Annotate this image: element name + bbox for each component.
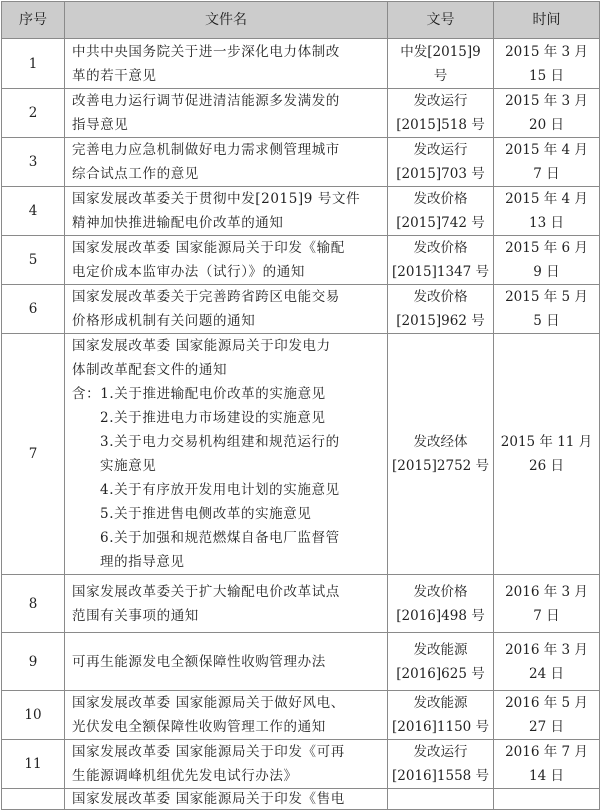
document-number — [388, 691, 494, 740]
document-title — [65, 236, 388, 285]
table-row — [2, 138, 600, 187]
issue-date-line: 7 日 — [533, 607, 560, 624]
table-row — [2, 691, 600, 740]
issue-date-line: 2016 年 5 月 — [505, 695, 588, 711]
header-doc: 文号 — [388, 2, 494, 39]
document-title-line: 实施意见 — [100, 458, 157, 474]
issue-date — [494, 789, 600, 810]
document-title-line: 范围有关事项的通知 — [72, 607, 199, 624]
row-number: 11 — [2, 740, 65, 789]
document-title — [65, 138, 388, 187]
table-row — [2, 334, 600, 575]
issue-date-line: 2015 年 4 月 — [505, 142, 588, 158]
issue-date-line: 9 日 — [533, 264, 560, 280]
document-number — [388, 236, 494, 285]
issue-date — [494, 89, 600, 138]
document-title-line: 国家发展改革委 国家能源局关于印发《输配 — [72, 240, 345, 256]
issue-date-line: 26 日 — [529, 458, 564, 474]
header-time: 时间 — [494, 2, 600, 39]
document-title-line: 含：1.关于推进输配电价改革的实施意见 — [72, 386, 326, 402]
document-number-line: [2015]742 号 — [396, 215, 485, 231]
document-number-line: 发改能源 — [413, 641, 468, 658]
row-number: 7 — [2, 334, 65, 575]
document-title-line: 国家发展改革委 国家能源局关于印发电力 — [72, 338, 331, 354]
issue-date — [494, 236, 600, 285]
issue-date — [494, 633, 600, 691]
issue-date-line: 7 日 — [533, 166, 560, 182]
header-row — [2, 2, 600, 39]
document-number — [388, 633, 494, 691]
row-number: 6 — [2, 285, 65, 334]
issue-date-line: 2016 年 3 月 — [505, 641, 588, 658]
issue-date-line: 13 日 — [529, 215, 564, 231]
row-number: 9 — [2, 633, 65, 691]
document-number-line: [2015]2752 号 — [392, 458, 489, 474]
document-title-line: 改善电力运行调节促进清洁能源多发满发的 — [72, 93, 340, 109]
issue-date — [494, 334, 600, 575]
issue-date — [494, 740, 600, 789]
issue-date-line: 20 日 — [529, 117, 564, 133]
table-row — [2, 740, 600, 789]
document-title — [65, 691, 388, 740]
header-num: 序号 — [2, 2, 65, 39]
header-name: 文件名 — [65, 2, 388, 39]
document-title-line: 指导意见 — [72, 117, 129, 133]
document-number-line: 发改价格 — [413, 240, 468, 256]
issue-date — [494, 691, 600, 740]
issue-date-line: 2015 年 11 月 — [500, 434, 593, 450]
issue-date — [494, 138, 600, 187]
document-number-line: 发改能源 — [413, 695, 468, 711]
document-title-line: 体制改革配套文件的通知 — [72, 362, 228, 378]
table-body — [2, 39, 600, 810]
document-number-line: [2016]1150 号 — [392, 719, 489, 735]
row-number: 8 — [2, 575, 65, 633]
issue-date-line: 2016 年 7 月 — [505, 744, 588, 760]
document-number — [388, 789, 494, 810]
document-title — [65, 39, 388, 89]
document-title-line: 6.关于加强和规范燃煤自备电厂监督管 — [100, 530, 340, 546]
document-title-line: 价格形成机制有关问题的通知 — [72, 313, 256, 329]
document-number — [388, 740, 494, 789]
document-number-line: [2016]625 号 — [396, 665, 485, 682]
document-number — [388, 334, 494, 575]
row-number: 4 — [2, 187, 65, 236]
issue-date-line: 2015 年 3 月 — [505, 93, 588, 109]
row-number: 5 — [2, 236, 65, 285]
issue-date — [494, 575, 600, 633]
issue-date-line: 2015 年 6 月 — [505, 240, 588, 256]
document-title-line: 国家发展改革委关于贯彻中发[2015]9 号文件 — [72, 191, 361, 207]
document-title-line: 4.关于有序放开发用电计划的实施意见 — [100, 482, 340, 498]
document-number-line: 发改运行 — [413, 142, 468, 158]
issue-date-line: 2015 年 3 月 — [505, 43, 588, 60]
document-title-line: 中共中央国务院关于进一步深化电力体制改 — [72, 43, 340, 60]
table-row — [2, 89, 600, 138]
document-title-line: 3.关于电力交易机构组建和规范运行的 — [100, 434, 340, 450]
issue-date-line: 14 日 — [529, 768, 564, 784]
document-title — [65, 740, 388, 789]
table-row — [2, 187, 600, 236]
document-title-line: 革的若干意见 — [72, 67, 157, 84]
document-title-line: 国家发展改革委 国家能源局关于印发《可再 — [72, 744, 345, 760]
document-title-line: 电定价成本监审办法（试行）》的通知 — [72, 264, 305, 280]
document-number — [388, 39, 494, 89]
document-number-line: 发改经体 — [413, 434, 468, 450]
document-number — [388, 138, 494, 187]
row-number: 10 — [2, 691, 65, 740]
issue-date-line: 24 日 — [529, 665, 564, 682]
document-title — [65, 187, 388, 236]
document-number-line: 号 — [433, 67, 448, 84]
row-number — [2, 789, 65, 810]
issue-date-line: 2015 年 5 月 — [505, 289, 588, 305]
document-number-line: [2016]498 号 — [396, 607, 485, 624]
document-title-line: 2.关于推进电力市场建设的实施意见 — [100, 410, 326, 426]
document-number-line: [2015]518 号 — [396, 117, 485, 133]
document-number-line: [2015]962 号 — [396, 313, 485, 329]
document-title-line: 国家发展改革委关于完善跨省跨区电能交易 — [72, 289, 340, 305]
issue-date-line: 5 日 — [533, 313, 560, 329]
issue-date-line: 2016 年 3 月 — [505, 583, 588, 600]
table-row — [2, 285, 600, 334]
document-number-line: 中发[2015]9 — [400, 43, 481, 60]
issue-date-line: 15 日 — [529, 67, 564, 84]
document-number-line: 发改价格 — [413, 289, 468, 305]
document-number-line: [2015]703 号 — [396, 166, 485, 182]
issue-date-line: 27 日 — [529, 719, 564, 735]
document-number — [388, 187, 494, 236]
document-title-line: 光伏发电全额保障性收购管理工作的通知 — [72, 719, 326, 735]
table-row — [2, 789, 600, 810]
row-number: 1 — [2, 39, 65, 89]
row-number: 2 — [2, 89, 65, 138]
document-title-line: 5.关于推进售电侧改革的实施意见 — [100, 506, 312, 522]
document-number-line: [2016]1558 号 — [392, 768, 489, 784]
document-number-line: 发改运行 — [413, 93, 468, 109]
document-number-line: [2015]1347 号 — [392, 264, 489, 280]
document-number — [388, 285, 494, 334]
issue-date — [494, 187, 600, 236]
document-title-line: 精神加快推进输配电价改革的通知 — [72, 215, 284, 231]
table-row — [2, 575, 600, 633]
row-number: 3 — [2, 138, 65, 187]
document-number — [388, 575, 494, 633]
document-title-line: 理的指导意见 — [100, 554, 185, 570]
table-row — [2, 633, 600, 691]
table-row — [2, 236, 600, 285]
document-title-line: 国家发展改革委关于扩大输配电价改革试点 — [72, 583, 340, 600]
document-title — [65, 334, 388, 575]
document-title-line: 综合试点工作的意见 — [72, 166, 199, 182]
document-number-line: 发改运行 — [413, 744, 468, 760]
document-title-line: 生能源调峰机组优先发电试行办法》 — [72, 768, 298, 784]
document-number-line: 发改价格 — [413, 191, 468, 207]
document-title — [65, 575, 388, 633]
document-number-line: 发改价格 — [413, 583, 468, 600]
document-title — [65, 789, 388, 810]
document-title — [65, 285, 388, 334]
document-table — [1, 1, 600, 810]
document-number — [388, 89, 494, 138]
issue-date-line: 2015 年 4 月 — [505, 191, 588, 207]
document-title-line: 完善电力应急机制做好电力需求侧管理城市 — [72, 142, 340, 158]
issue-date — [494, 39, 600, 89]
document-title-line: 国家发展改革委 国家能源局关于印发《售电 — [72, 791, 345, 807]
document-title — [65, 633, 388, 691]
document-title-line: 国家发展改革委 国家能源局关于做好风电、 — [72, 695, 345, 711]
table-row — [2, 39, 600, 89]
document-title-line: 可再生能源发电全额保障性收购管理办法 — [72, 653, 326, 670]
issue-date — [494, 285, 600, 334]
document-title — [65, 89, 388, 138]
